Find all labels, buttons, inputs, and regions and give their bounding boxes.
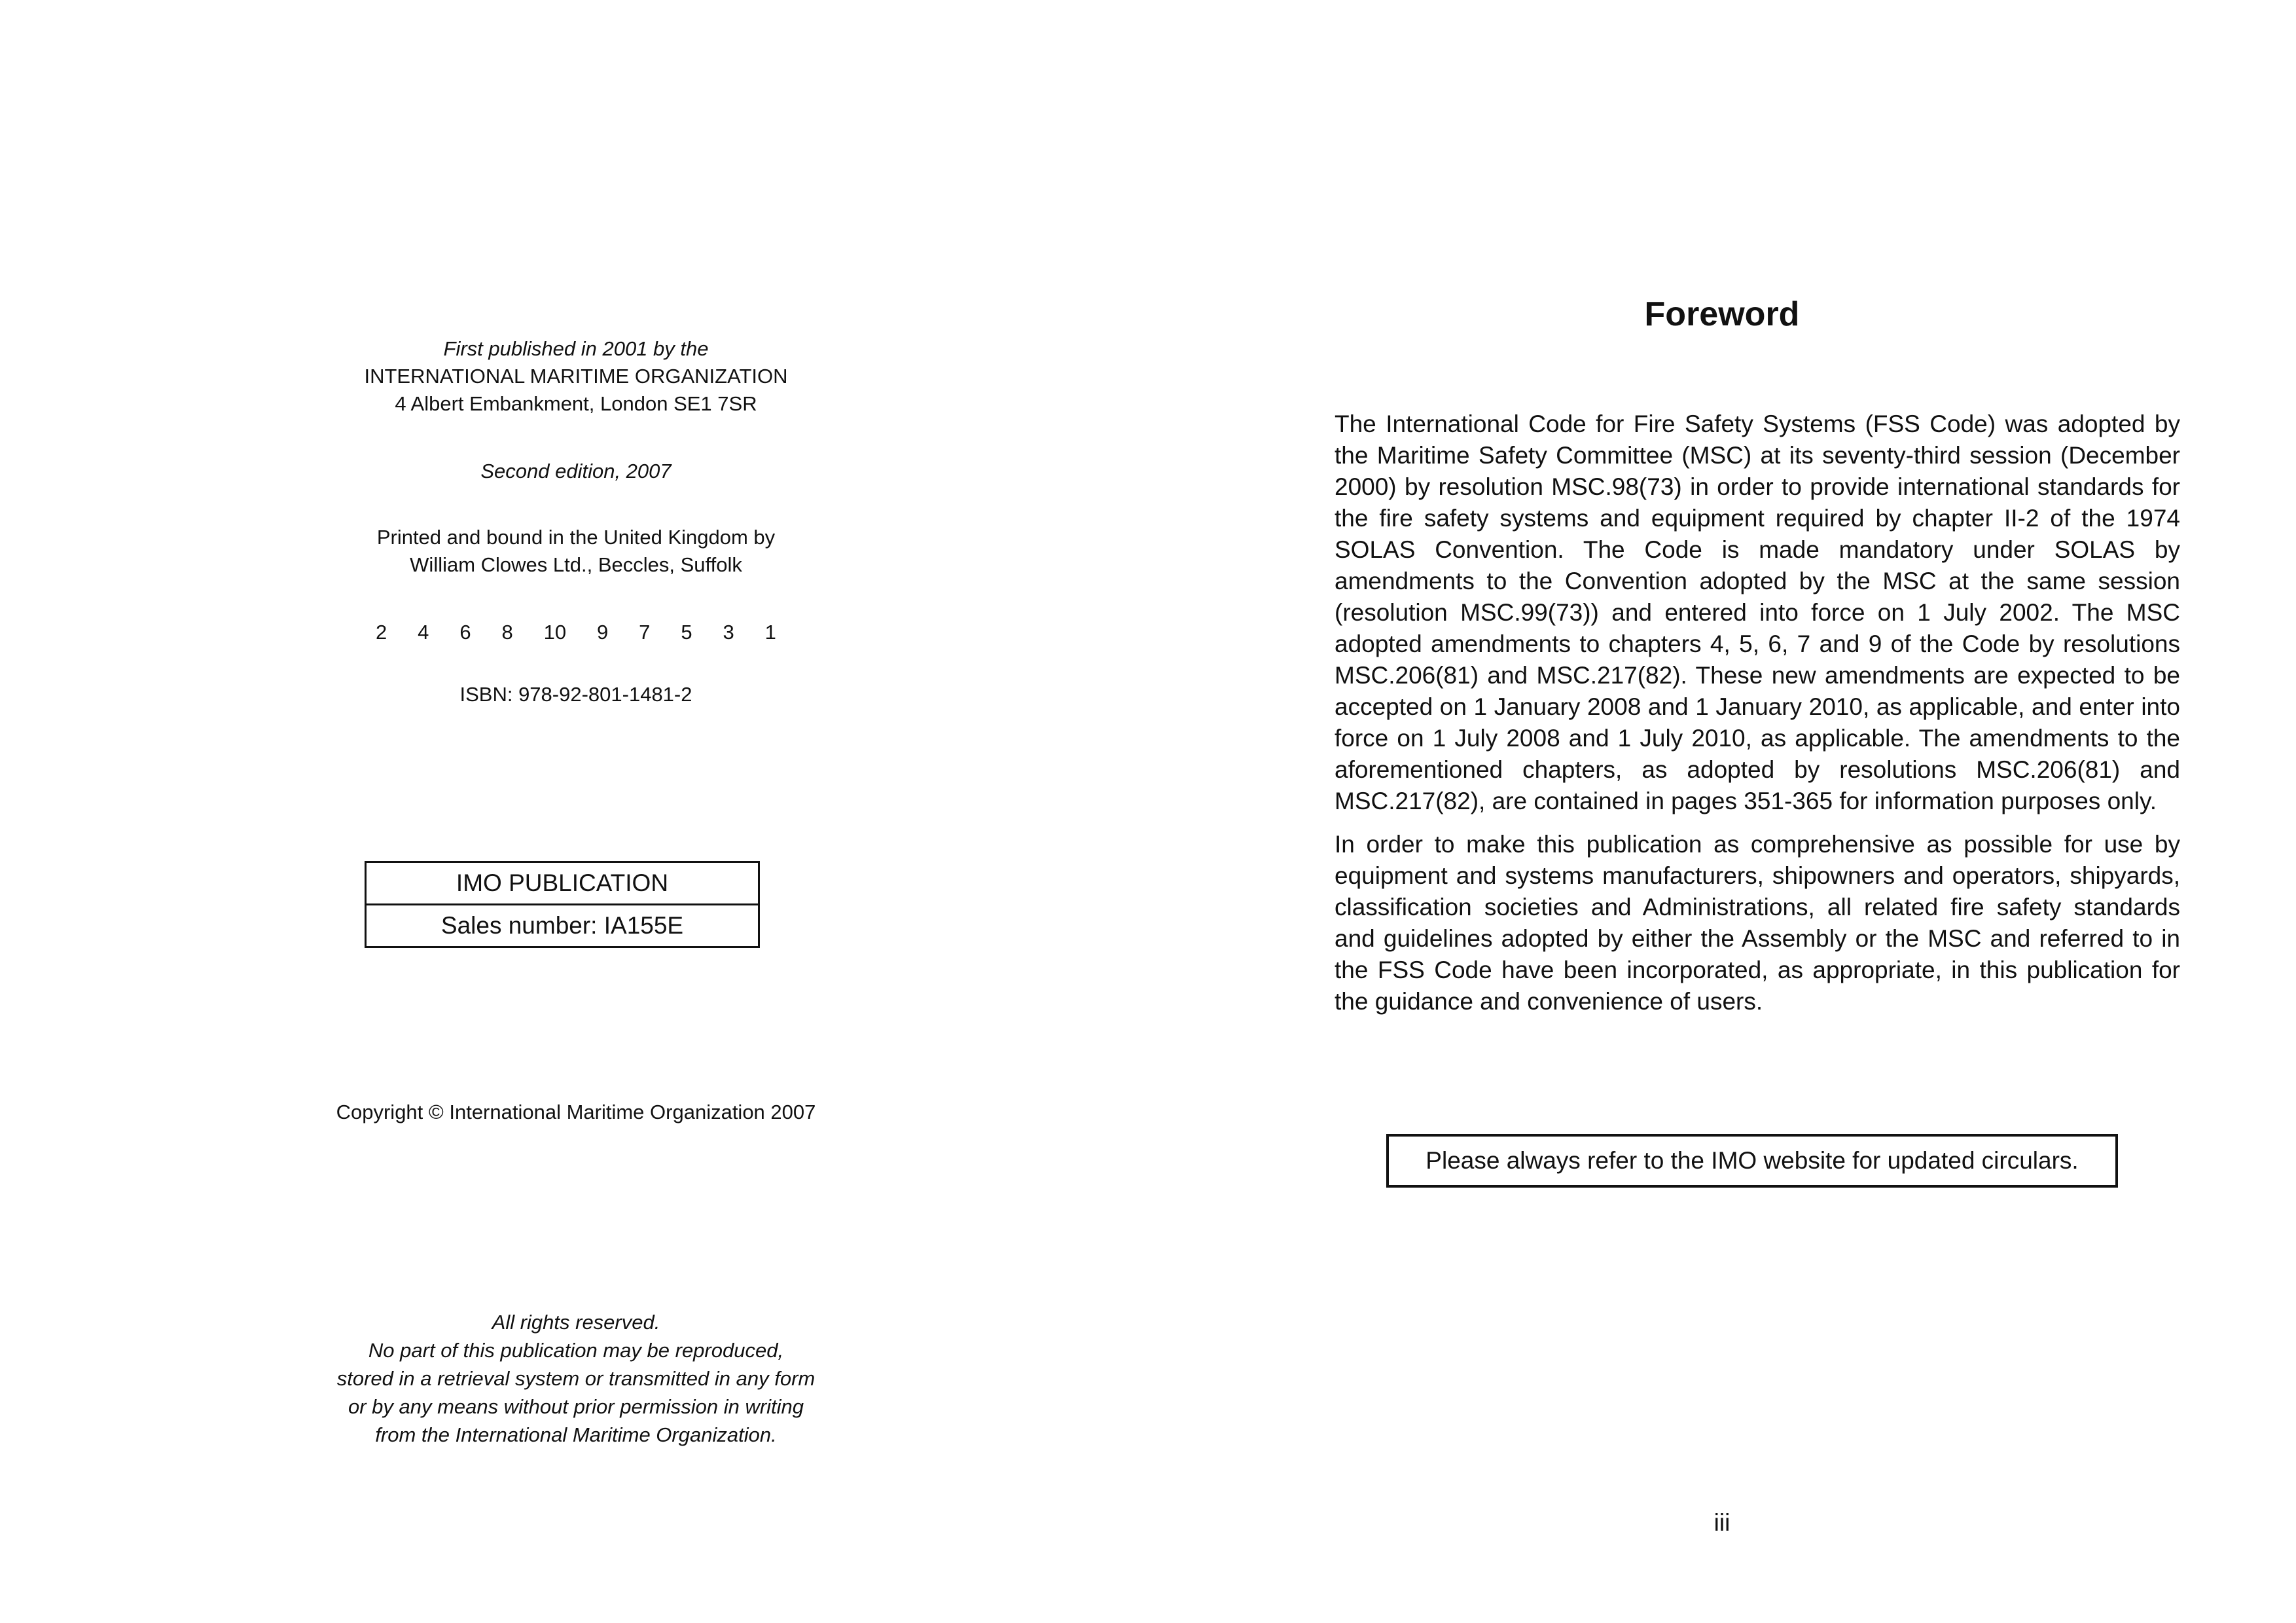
- print-number: 3: [723, 621, 734, 644]
- rights-line-3: stored in a retrieval system or transmitted in any form: [336, 1367, 816, 1390]
- print-number: 10: [543, 621, 567, 644]
- isbn-line: ISBN: 978-92-801-1481-2: [459, 683, 692, 706]
- organization-address: 4 Albert Embankment, London SE1 7SR: [395, 392, 757, 415]
- printing-line-1: Printed and bound in the United Kingdom by: [376, 526, 776, 549]
- publication-box: [365, 861, 760, 948]
- foreword-title: Foreword: [1644, 295, 1800, 333]
- first-published-line: First published in 2001 by the: [443, 337, 709, 360]
- print-number: 6: [459, 621, 471, 644]
- rights-line-5: from the International Maritime Organization.: [375, 1423, 777, 1446]
- rights-line-2: No part of this publication may be reproduced,: [368, 1339, 784, 1362]
- print-number: 1: [764, 621, 776, 644]
- print-number-line: [376, 619, 776, 646]
- print-number: 7: [639, 621, 651, 644]
- printing-line-2: William Clowes Ltd., Beccles, Suffolk: [410, 553, 742, 576]
- right-page: [1148, 0, 2296, 1623]
- foreword-paragraph: In order to make this publication as comprehensive as possible for use by equipment and systems manufacturers, shipowners and operators, shipyards, classification societies and Administrations, all related fire safety standards and guidelines adopted by either the Assembly or the MSC and referred to in the FSS Code have been incorporated, as appropriate, in this publication for the guidance and convenience of users.: [1335, 831, 2180, 1015]
- organization-name: INTERNATIONAL MARITIME ORGANIZATION: [364, 365, 788, 388]
- edition-line: Second edition, 2007: [480, 460, 672, 483]
- print-number: 9: [597, 621, 609, 644]
- print-number: 5: [681, 621, 692, 644]
- rights-line-4: or by any means without prior permission in writing: [348, 1395, 804, 1418]
- print-number: 8: [501, 621, 513, 644]
- print-number: 4: [418, 621, 429, 644]
- page-number: iii: [1713, 1509, 1731, 1536]
- publication-box-title: IMO PUBLICATION: [456, 869, 669, 896]
- copyright-line: Copyright © International Maritime Organization 2007: [336, 1101, 816, 1123]
- printing-block: [314, 524, 838, 579]
- foreword-body: [1335, 409, 2180, 1029]
- publisher-block: [314, 335, 838, 418]
- website-notice-box: Please always refer to the IMO website for updated circulars.: [1386, 1134, 2118, 1188]
- rights-block: [249, 1308, 903, 1449]
- print-number: 2: [376, 621, 387, 644]
- foreword-paragraph: The International Code for Fire Safety Systems (FSS Code) was adopted by the Maritime Safety Committee (MSC) at its seventy-third session (December 2000) by resolution MSC.98(73) in order to provide international standards for the fire safety systems and equipment required by chapter II-2 of the 1974 SOLAS Convention. The Code is made mandatory under SOLAS by amendments to the Convention adopted by the MSC at the same session (resolution MSC.99(73)) and entered into force on 1 July 2002. The MSC adopted amendments to chapters 4, 5, 6, 7 and 9 of the Code by resolutions MSC.206(81) and MSC.217(82). These new amendments are expected to be accepted on 1 January 2008 and 1 January 2010, as applicable, and enter into force on 1 July 2008 and 1 July 2010, as applicable. The amendments to the aforementioned chapters, as adopted by resolutions MSC.206(81) and MSC.217(82), are contained in pages 351-365 for information purposes only.: [1335, 410, 2180, 814]
- rights-line-1: All rights reserved.: [492, 1311, 660, 1334]
- sales-number: Sales number: IA155E: [367, 903, 758, 946]
